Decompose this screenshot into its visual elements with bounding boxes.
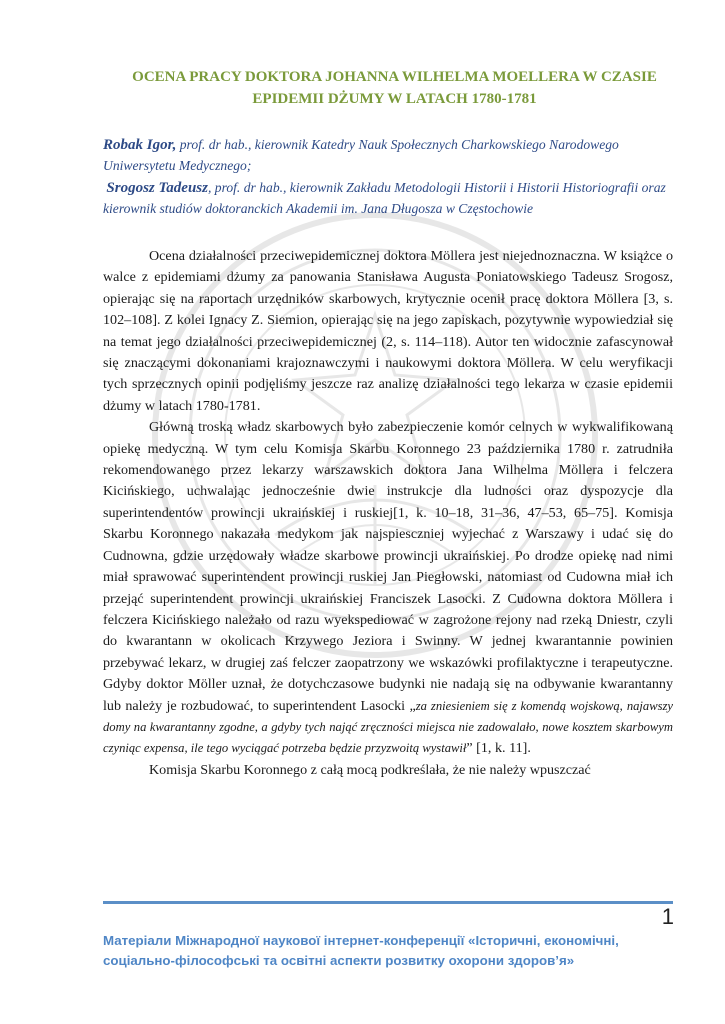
author-affiliation: , prof. dr hab., kierownik Zakładu Metodologii Historii i Historii Historiografii oraz kierownik studiów doktoranckich Akademii im. Jana Długosza w Częstochowie: [103, 180, 666, 216]
author-name: Robak Igor,: [103, 137, 177, 153]
citation: ” [1, k. 11].: [466, 740, 531, 757]
author-entry: [103, 178, 678, 218]
footer-conference-title: Матеріали Міжнародної наукової інтернет-конференції «Історичні, економічні, соціально-філософські та освітні аспекти розвитку охорони здоров’я»: [103, 933, 619, 968]
article-body: [103, 246, 673, 781]
footer-divider: [103, 901, 673, 904]
author-name: Srogosz Tadeusz: [106, 180, 208, 196]
authors-block: [103, 135, 678, 221]
body-paragraph: Komisja Skarbu Koronnego z całą mocą podkreślała, że nie należy wpuszczać: [149, 761, 591, 778]
body-paragraph: [103, 417, 673, 760]
author-affiliation: prof. dr hab., kierownik Katedry Nauk Społecznych Charkowskiego Narodowego Uniwersytetu Medycznego;: [103, 137, 619, 173]
paragraph-text: Główną troską władz skarbowych było zabezpieczenie komór celnych w wykwalifikowaną opiekę medyczną. W tym celu Komisja Skarbu Koronnego 23 października 1780 r. zatrudniła rekomendowanego przez lekarzy warszawskich doktora Jana Wilhelma Möllera i felczera Kicińskiego, uchwalając jednocześnie dwie instrukcje dla ludności oraz dyspozycje dla superintendentów prowincji ukraińskiej i ruskiej[1, k. 10–18, 31–36, 47–53, 65–75]. Komisja Skarbu Koronnego nakazała medykom jak najspiesczniej wyjechać z Warszawy i udać się do Cudnowna, gdzie urzędowały władze skarbowe prowincji ukraińskiej. Po drodze opiekę nad nimi miał sprawować superintendent prowincji ruskiej Jan Piegłowski, natomiast od Cudowna miał ich przejąć superintendent prowincji ukraińskiej Franciszek Lasocki. Z Cudowna doktora Möllera i felczera Kicińskiego należało od razu wyekspediować w zagrożone rejony nad rzeką Dniestr, czyli do kwarantann w okolicach Krzywego Jeziora i Swinny. W jednej kwarantannie powinien przebywać lekarz, w drugiej zaś felczer zaopatrzony we wskazówki profilaktyczne i terapeutyczne. Gdyby doktor Möller uznał, że dotychczasowe budynki nie nadają się na odbywanie kwarantanny lub należy je rozbudować, to superintendent Lasocki „: [103, 419, 673, 714]
author-entry: [103, 135, 678, 175]
page-number: 1: [661, 904, 674, 929]
archival-quote: za zniesieniem się z komendą wojskową, najawszy domy na kwarantanny zgodne, a gdyby tych nająć zręczności miejsca nie zadowalało, nowe kosztem skarbowym czyniąc expensa, ile tego wyciągać potrzeba będzie przyzwoitą wystawił: [103, 698, 673, 756]
body-paragraph: Ocena działalności przeciwepidemicznej doktora Möllera jest niejednoznaczna. W książce o walce z epidemiami dżumy za panowania Stanisława Augusta Poniatowskiego Tadeusz Srogosz, opierając się na raportach urzędników skarbowych, krytycznie ocenił pracę doktora Möllera [3, s. 102–108]. Z kolei Ignacy Z. Siemion, opierając się na jego zapiskach, pozytywnie wypowiedział się na temat jego działalności przeciwepidemicznej (2, s. 114–118). Autor ten widocznie zafascynował się znaczącymi dokonaniami krajoznawczymi i naukowymi doktora Möllera. W celu weryfikacji tych sprzecznych opinii podjęliśmy jeszcze raz analizę działalności tego lekarza w czasie epidemii dżumy w latach 1780-1781.: [103, 248, 673, 414]
paper-title: OCENA PRACY DOKTORA JOHANNA WILHELMA MOELLERA W CZASIE EPIDEMII DŻUMY W LATACH 1780-1781: [132, 69, 657, 107]
